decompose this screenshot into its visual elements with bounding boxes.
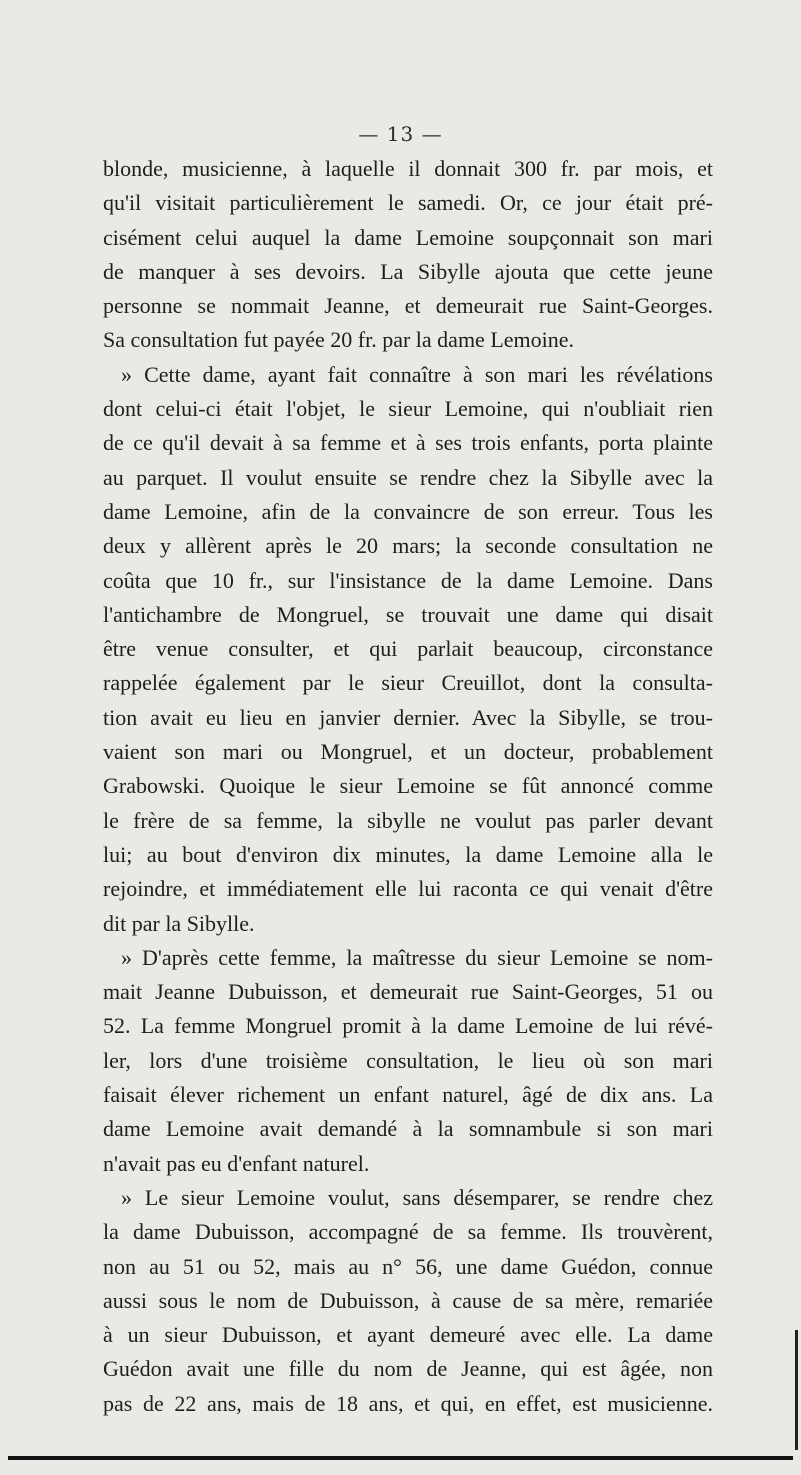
text-line: être venue consulter, et qui parlait beaucoup, circonstance	[103, 636, 713, 662]
page-number: — 13 —	[358, 122, 443, 146]
text-line: blonde, musicienne, à laquelle il donnait 300 fr. par mois, et	[103, 156, 713, 181]
paragraph	[103, 358, 713, 941]
text-line: ler, lors d'une troisième consultation, le lieu où son mari	[103, 1047, 713, 1073]
text-line: pas de 22 ans, mais de 18 ans, et qui, en effet, est musicienne.	[103, 1390, 713, 1416]
text-line: de ce qu'il devait à sa femme et à ses trois enfants, porta plainte	[103, 430, 713, 456]
text-line: 52. La femme Mongruel promit à la dame Lemoine de lui révé-	[103, 1013, 713, 1039]
body-text	[103, 152, 713, 1421]
text-line: à un sieur Dubuisson, et ayant demeuré avec elle. La dame	[103, 1322, 713, 1348]
bottom-edge-rule	[8, 1456, 793, 1460]
paragraph	[103, 941, 713, 1181]
text-line: deux y allèrent après le 20 mars; la seconde consultation ne	[103, 533, 713, 559]
scan-edge-mark	[795, 1330, 798, 1450]
text-line: aussi sous le nom de Dubuisson, à cause de sa mère, remariée	[103, 1287, 713, 1313]
text-line: dont celui-ci était l'objet, le sieur Lemoine, qui n'oubliait rien	[103, 396, 713, 422]
text-line: » Cette dame, ayant fait connaître à son mari les révélations	[121, 361, 713, 387]
text-line: cisément celui auquel la dame Lemoine soupçonnait son mari	[103, 224, 713, 250]
text-line: dame Lemoine avait demandé à la somnambule si son mari	[103, 1116, 713, 1142]
text-line: » Le sieur Lemoine voulut, sans désemparer, se rendre chez	[121, 1184, 713, 1210]
text-line: rappelée également par le sieur Creuillot, dont la consulta-	[103, 670, 713, 696]
text-line: n'avait pas eu d'enfant naturel.	[103, 1150, 370, 1176]
text-line: dit par la Sibylle.	[103, 910, 255, 936]
text-line: vaient son mari ou Mongruel, et un docteur, probablement	[103, 739, 713, 765]
paragraph	[103, 1181, 713, 1421]
text-line: de manquer à ses devoirs. La Sibylle ajouta que cette jeune	[103, 258, 713, 284]
text-line: » D'après cette femme, la maîtresse du sieur Lemoine se nom-	[121, 944, 713, 970]
text-line: qu'il visitait particulièrement le samedi. Or, ce jour était pré-	[103, 190, 713, 216]
text-line: le frère de sa femme, la sibylle ne voulut pas parler devant	[103, 807, 713, 833]
text-line: faisait élever richement un enfant naturel, âgé de dix ans. La	[103, 1082, 713, 1108]
text-line: lui; au bout d'environ dix minutes, la dame Lemoine alla le	[103, 841, 713, 867]
text-line: non au 51 ou 52, mais au n° 56, une dame Guédon, connue	[103, 1253, 713, 1279]
text-line: la dame Dubuisson, accompagné de sa femme. Ils trouvèrent,	[103, 1219, 713, 1245]
text-line: l'antichambre de Mongruel, se trouvait une dame qui disait	[103, 601, 713, 627]
text-line: personne se nommait Jeanne, et demeurait rue Saint-Georges.	[103, 293, 713, 319]
text-line: coûta que 10 fr., sur l'insistance de la dame Lemoine. Dans	[103, 567, 713, 593]
text-line: dame Lemoine, afin de la convaincre de son erreur. Tous les	[103, 498, 713, 524]
paragraph	[103, 152, 713, 358]
text-line: mait Jeanne Dubuisson, et demeurait rue Saint-Georges, 51 ou	[103, 979, 713, 1005]
text-line: Grabowski. Quoique le sieur Lemoine se fût annoncé comme	[103, 773, 713, 799]
text-line: Sa consultation fut payée 20 fr. par la dame Lemoine.	[103, 327, 575, 353]
text-line: au parquet. Il voulut ensuite se rendre chez la Sibylle avec la	[103, 464, 713, 490]
text-line: Guédon avait une fille du nom de Jeanne, qui est âgée, non	[103, 1356, 713, 1382]
text-line: rejoindre, et immédiatement elle lui raconta ce qui venait d'être	[103, 876, 713, 902]
text-line: tion avait eu lieu en janvier dernier. Avec la Sibylle, se trou-	[103, 704, 713, 730]
